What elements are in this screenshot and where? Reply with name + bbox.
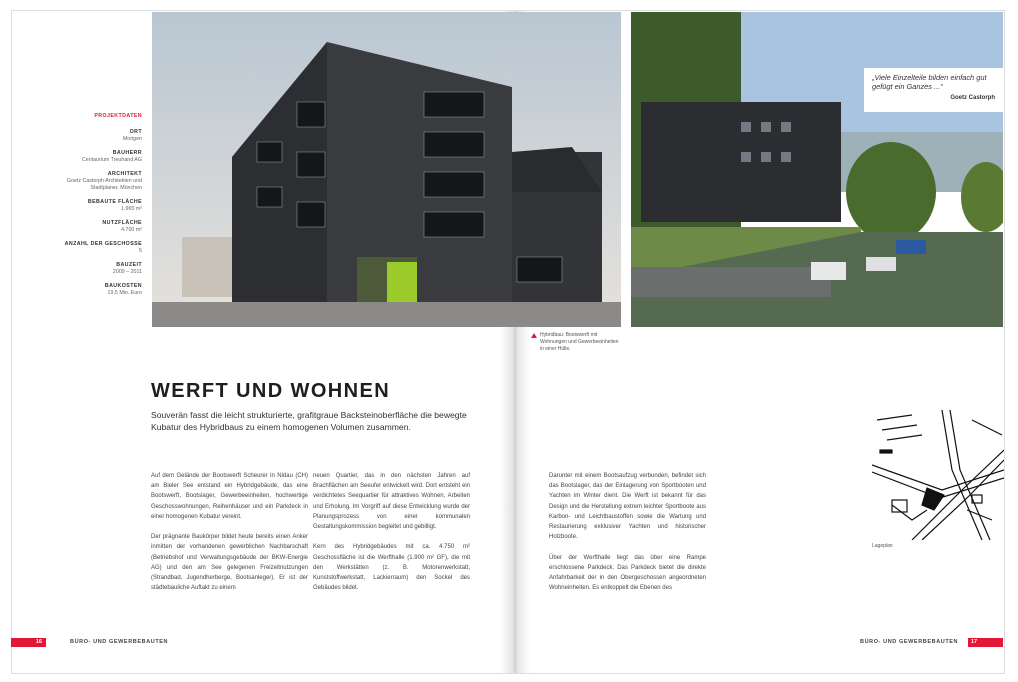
paragraph: Darunter mit einem Bootsaufzug verbunden, befindet sich das Bootslager, das der Einlagerung von Sportbooten und Yachten im Winter dient. Die Werft ist bekannt für das Design und die Herstellung extrem leichter Sportboote aus Karbon- und Leichtbaustoffen sowie die Wartung und Restaurierung exklusiver Yachten und historischer Holzboote. bbox=[549, 473, 706, 541]
project-data-panel bbox=[52, 113, 142, 304]
paragraph: Der prägnante Baukörper bildet heute bereits einen Anker inmitten der vorhandenen gewerblichen Nachbarschaft (Betriebshof und Verwaltungsgebäude der BKW-Energie AG) und den am See gelegenen Freizeitnutzungen (Strandbad, Jugendherberge, Bootsanleger). Er ist der städtebauliche Auftakt zu einem bbox=[151, 534, 308, 592]
value: 19,5 Mio. Euro bbox=[107, 290, 142, 296]
label: BAUHERR bbox=[112, 150, 142, 156]
value: Goetz Castorph Architekten und Stadtplaner, München bbox=[66, 178, 142, 191]
text-column-3 bbox=[549, 471, 706, 604]
value: 1.965 m² bbox=[121, 206, 142, 212]
lakeside-photo bbox=[631, 12, 1003, 327]
project-data-item bbox=[52, 129, 142, 143]
value: Centaurium Treuhand AG bbox=[81, 157, 142, 163]
project-data-item bbox=[52, 262, 142, 276]
project-data-item bbox=[52, 171, 142, 192]
label: BAUKOSTEN bbox=[104, 283, 142, 289]
project-data-item bbox=[52, 150, 142, 164]
text-column-2 bbox=[313, 471, 470, 604]
section-title-left: BÜRO- UND GEWERBEBAUTEN bbox=[70, 639, 169, 645]
project-data-item bbox=[52, 241, 142, 255]
section-title-right: BÜRO- UND GEWERBEBAUTEN bbox=[860, 639, 959, 645]
project-data-item bbox=[52, 199, 142, 213]
caption-text: Hybridbau: Bootswerft mit Wohnungen und Gewerbeeinheiten in einer Hülle. bbox=[540, 332, 619, 352]
quote-author: Goetz Castorph bbox=[950, 95, 995, 101]
triangle-icon bbox=[531, 333, 537, 338]
label: BAUZEIT bbox=[116, 262, 142, 268]
map-label: Lageplan bbox=[872, 543, 893, 549]
label: BEBAUTE FLÄCHE bbox=[87, 199, 142, 205]
pull-quote bbox=[864, 68, 1003, 112]
article-lead: Souverän fasst die leicht strukturierte, grafitgraue Backsteinoberfläche die bewegte Kubatur des Hybridbaus zu einem homogenen Volumen zusammen. bbox=[151, 410, 467, 432]
label: ARCHITEKT bbox=[107, 171, 142, 177]
paragraph: neuen Quartier, das in den nächsten Jahren auf Brachflächen am Seeufer entwickelt wird. Dort entsteht ein verdichtetes Seequartier für attraktives Wohnen, Arbeiten und Erholung. Im Vorgriff auf diese Entwicklung wurde der Planungsprozess von einer kommunalen Gestaltungskommission begleitet und gebilligt. bbox=[313, 473, 470, 531]
site-plan-map bbox=[872, 410, 1004, 540]
value: 5 bbox=[139, 248, 142, 254]
value: Morigen bbox=[122, 136, 142, 142]
article-title: WERFT UND WOHNEN bbox=[151, 380, 391, 402]
project-data-item bbox=[52, 220, 142, 234]
building-photo bbox=[152, 12, 621, 327]
page-number-right: 17 bbox=[968, 638, 1003, 647]
label: ANZAHL DER GESCHOSSE bbox=[64, 241, 142, 247]
value: 4.700 m² bbox=[121, 227, 142, 233]
paragraph: Über der Werfthalle liegt das über eine Rampe erschlossene Parkdeck. Das Parkdeck bietet die direkte Anfahrbarkeit der in den Obergeschossen angeordneten Wohneinheiten. Es entkoppelt die Ebenen des bbox=[549, 554, 706, 592]
project-data-item bbox=[52, 283, 142, 297]
label: ORT bbox=[129, 129, 142, 135]
paragraph: Auf dem Gelände der Bootswerft Scheurer in Nidau (CH) am Bieler See entstand ein Hybridgebäude, das eine Bootswerft, Bootslager, Gewerbeeinheiten, hochwertige Geschosswohnungen, Reihenhäuser und ein Parkdeck in einer homogenen Kubatur vereint. bbox=[151, 473, 308, 520]
label: NUTZFLÄCHE bbox=[102, 220, 142, 226]
project-data-heading: PROJEKTDATEN bbox=[94, 113, 142, 119]
paragraph: Kern des Hybridgebäudes mit ca. 4.750 m² Geschossfläche ist die Werfthalle (1.900 m² GF), die mit den Werkstätten (z. B. Motorenwerkstatt, Kunststoffwerkstatt, Lackierraum) den Sockel des Gebäudes bildet. bbox=[313, 544, 470, 592]
quote-text: „Viele Einzelteile bilden einfach gut gefügt ein Ganzes ...“ bbox=[872, 73, 987, 91]
photo-caption bbox=[540, 332, 620, 353]
value: 2009 – 2011 bbox=[112, 269, 142, 275]
page-number-left: 16 bbox=[11, 638, 46, 647]
text-column-1 bbox=[151, 471, 308, 604]
